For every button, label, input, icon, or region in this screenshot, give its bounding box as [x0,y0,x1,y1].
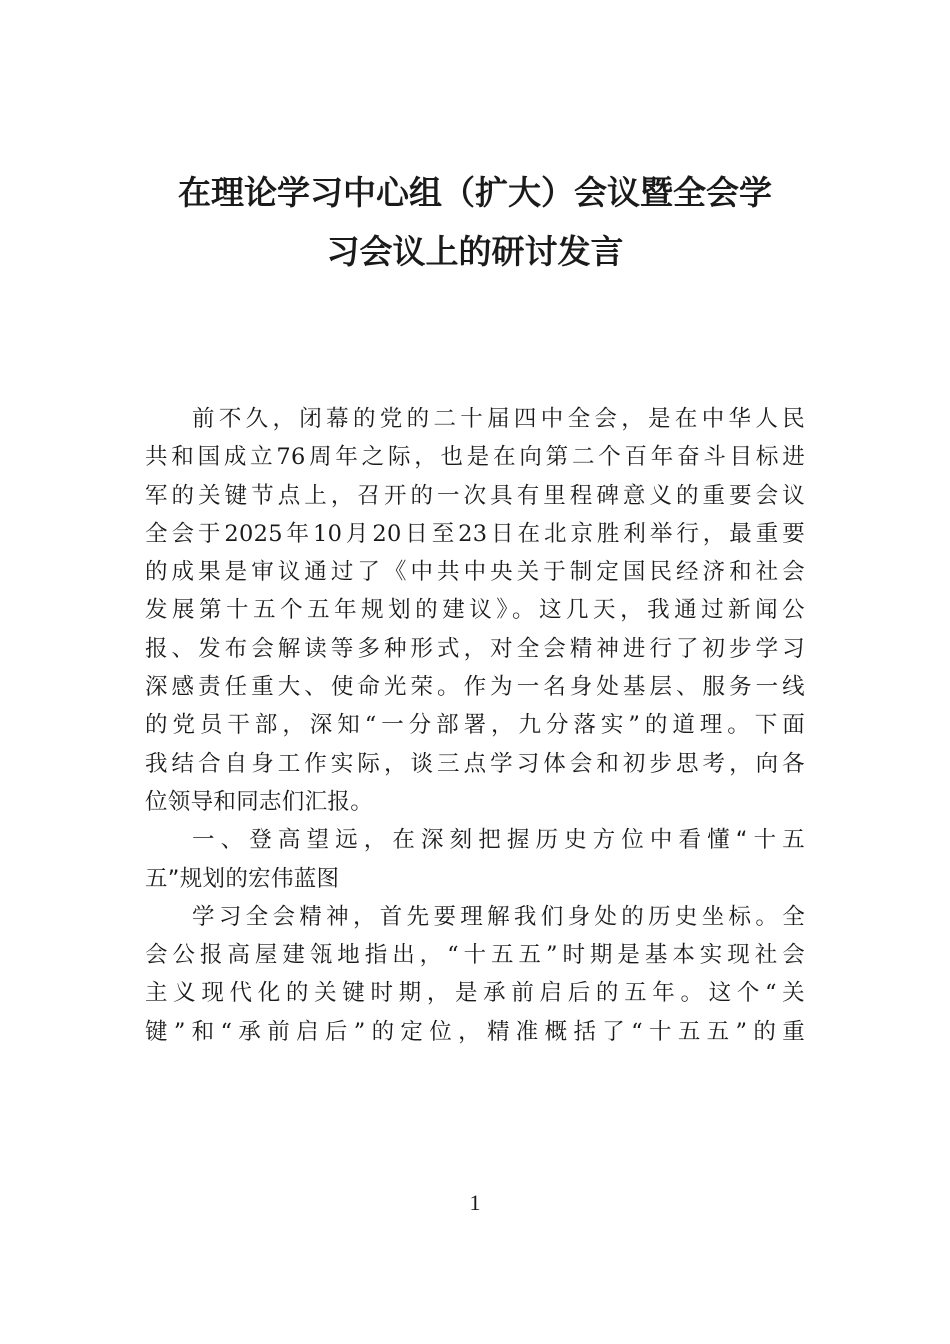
body-line: 的成果是审议通过了《中共中央关于制定国民经济和社会 [145,559,805,586]
body-line: 键”和“承前启后”的定位，精准概括了“十五五”的重 [145,1018,805,1045]
body-line: 发展第十五个五年规划的建议》。这几天，我通过新闻公 [145,597,805,624]
body-line: 的党员干部，深知“一分部署，九分落实”的道理。下面 [145,712,805,739]
body-line: 主义现代化的关键时期，是承前启后的五年。这个“关 [145,980,805,1007]
section-heading-line: 一、登高望远，在深刻把握历史方位中看懂“十五 [192,827,805,854]
body-line: 位领导和同志们汇报。 [145,788,374,815]
section-heading-line: 五”规划的宏伟蓝图 [145,865,340,892]
body-line: 深感责任重大、使命光荣。作为一名身处基层、服务一线 [145,674,805,701]
body-line: 报、发布会解读等多种形式，对全会精神进行了初步学习 [145,635,805,662]
title-line-2: 习会议上的研讨发言 [326,232,624,271]
body-line: 全会于2025年10月20日至23日在北京胜利举行，最重要 [145,520,805,547]
body-line: 学习全会精神，首先要理解我们身处的历史坐标。全 [192,903,805,930]
document-title [145,163,805,281]
body-line: 共和国成立76周年之际，也是在向第二个百年奋斗目标进 [145,444,805,471]
body-line: 军的关键节点上，召开的一次具有里程碑意义的重要会议 [145,482,805,509]
body-line: 前不久，闭幕的党的二十届四中全会，是在中华人民 [192,406,805,432]
title-line-1: 在理论学习中心组（扩大）会议暨全会学 [178,173,772,212]
body-line: 我结合自身工作实际，谈三点学习体会和初步思考，向各 [145,750,805,777]
document-body [145,400,805,1051]
page-number: 1 [469,1190,481,1215]
body-line: 会公报高屋建瓴地指出，“十五五”时期是基本实现社会 [145,942,805,969]
